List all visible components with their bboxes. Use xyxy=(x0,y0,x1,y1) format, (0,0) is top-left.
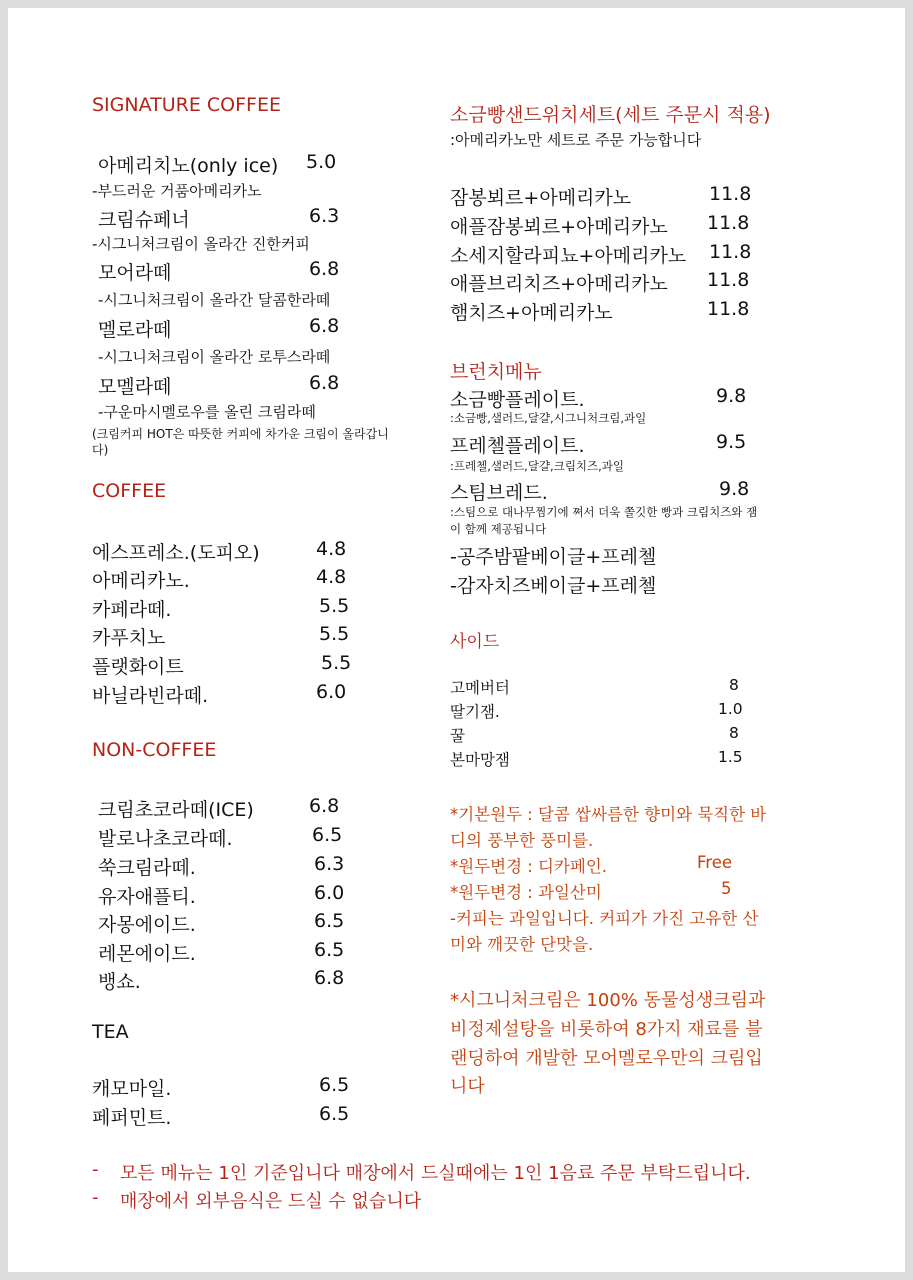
brunch-option: -공주밤팥베이글+프레첼 xyxy=(450,546,657,568)
menu-item-name: 유자애플티. xyxy=(98,886,196,908)
bean-note: 미와 깨끗한 단맛을. xyxy=(450,935,594,954)
footer-note: 매장에서 외부음식은 드실 수 없습니다 xyxy=(120,1191,422,1212)
menu-item-name: 플랫화이트 xyxy=(92,656,184,678)
menu-item-price: 6.8 xyxy=(314,967,345,989)
menu-item-name: 페퍼민트. xyxy=(92,1107,172,1129)
menu-item-name: 아메리카노. xyxy=(92,570,190,592)
menu-item-price: 8 xyxy=(729,724,739,742)
menu-item-price: 6.5 xyxy=(314,910,345,932)
bean-change-label: *원두변경 : 과일산미 xyxy=(450,883,602,902)
menu-item-desc: :소금빵,샐러드,달걀,시그니처크림,과일 xyxy=(450,411,647,425)
coffee-heading: COFFEE xyxy=(92,480,167,502)
tea-heading: TEA xyxy=(92,1021,129,1043)
menu-item-name: 에스프레소.(도피오) xyxy=(92,542,260,564)
menu-item-name: 고메버터 xyxy=(450,679,510,697)
menu-item-name: 멜로라떼 xyxy=(98,319,172,341)
menu-item-name: 발로나초코라떼. xyxy=(98,828,233,850)
sandwich-heading: 소금빵샌드위치세트(세트 주문시 적용) xyxy=(450,104,771,126)
menu-item-price: 5.5 xyxy=(321,652,352,674)
menu-item-desc: -부드러운 거품아메리카노 xyxy=(92,182,262,200)
menu-item-price: 9.5 xyxy=(716,431,747,453)
hot-note: (크림커피 HOT은 따뜻한 커피에 차가운 크림이 올라갑니 xyxy=(92,427,389,441)
menu-item-price: 6.5 xyxy=(312,824,343,846)
menu-item-price: 6.8 xyxy=(309,315,340,337)
menu-item-name: 캐모마일. xyxy=(92,1078,172,1100)
signature-heading: SIGNATURE COFFEE xyxy=(92,94,281,116)
menu-item-price: 4.8 xyxy=(316,566,347,588)
menu-item-price: 11.8 xyxy=(709,241,752,263)
menu-item-name: 소세지할라피뇨+아메리카노 xyxy=(450,245,687,267)
menu-item-price: 11.8 xyxy=(707,212,750,234)
side-heading: 사이드 xyxy=(450,632,500,652)
sandwich-subnote: :아메리카노만 세트로 주문 가능합니다 xyxy=(450,131,702,149)
cream-note: 랜딩하여 개발한 모어멜로우만의 크림입 xyxy=(450,1048,763,1069)
menu-item-price: 6.5 xyxy=(319,1103,350,1125)
menu-item-desc: -시그니처크림이 올라간 로투스라떼 xyxy=(98,348,331,366)
bean-change-price: 5 xyxy=(721,879,732,898)
menu-page xyxy=(8,8,905,1272)
menu-item-name: 크림초코라떼(ICE) xyxy=(98,799,254,821)
menu-item-name: 딸기잼. xyxy=(450,703,500,721)
hot-note-cont: 다) xyxy=(92,443,109,457)
bean-note: 디의 풍부한 풍미를. xyxy=(450,831,594,850)
menu-item-price: 6.8 xyxy=(309,795,340,817)
menu-item-name: 애플브리치즈+아메리카노 xyxy=(450,273,668,295)
menu-item-price: 6.5 xyxy=(319,1074,350,1096)
bean-note: *기본원두 : 달콤 쌉싸름한 향미와 묵직한 바 xyxy=(450,805,767,824)
menu-item-price: 6.0 xyxy=(314,882,345,904)
cream-note: 니다 xyxy=(450,1076,485,1097)
menu-item-price: 6.5 xyxy=(314,939,345,961)
menu-item-price: 5.5 xyxy=(319,595,350,617)
menu-item-name: 뱅쇼. xyxy=(98,971,141,993)
menu-item-price: 5.0 xyxy=(306,151,337,173)
menu-item-price: 9.8 xyxy=(716,385,747,407)
menu-item-desc: -시그니처크림이 올라간 진한커피 xyxy=(92,235,310,253)
menu-item-desc: :스팀으로 대나무찜기에 쪄서 더욱 쫄깃한 빵과 크림치즈와 잼 xyxy=(450,505,758,519)
menu-item-name: 아메리치노(only ice) xyxy=(98,155,279,177)
footer-bullet: - xyxy=(92,1159,99,1180)
menu-item-name: 소금빵플레이트. xyxy=(450,389,585,411)
menu-item-desc-cont: 이 함께 제공됩니다 xyxy=(450,522,547,536)
footer-note: 모든 메뉴는 1인 기준입니다 매장에서 드실때에는 1인 1음료 주문 부탁드립니다. xyxy=(120,1163,751,1184)
brunch-option: -감자치즈베이글+프레첼 xyxy=(450,575,657,597)
menu-item-name: 본마망잼 xyxy=(450,751,510,769)
noncoffee-heading: NON-COFFEE xyxy=(92,739,217,761)
menu-item-price: 6.0 xyxy=(316,681,347,703)
menu-item-price: 1.0 xyxy=(718,700,743,718)
menu-item-price: 9.8 xyxy=(719,478,750,500)
menu-item-name: 꿀 xyxy=(450,727,465,745)
menu-item-name: 모멜라떼 xyxy=(98,376,172,398)
menu-item-price: 11.8 xyxy=(707,269,750,291)
menu-item-price: 4.8 xyxy=(316,538,347,560)
menu-item-price: 5.5 xyxy=(319,623,350,645)
cream-note: 비정제설탕을 비롯하여 8가지 재료를 블 xyxy=(450,1019,763,1040)
menu-item-price: 11.8 xyxy=(707,298,750,320)
menu-item-name: 크림슈페너 xyxy=(98,209,190,231)
menu-item-name: 자몽에이드. xyxy=(98,914,196,936)
footer-bullet: - xyxy=(92,1187,99,1208)
menu-item-price: 1.5 xyxy=(718,748,743,766)
menu-item-price: 6.3 xyxy=(309,205,340,227)
menu-item-name: 프레첼플레이트. xyxy=(450,435,585,457)
menu-item-name: 잠봉뵈르+아메리카노 xyxy=(450,187,632,209)
bean-change-label: *원두변경 : 디카페인. xyxy=(450,857,608,876)
menu-item-name: 애플잠봉뵈르+아메리카노 xyxy=(450,216,668,238)
bean-change-price: Free xyxy=(697,853,733,872)
menu-item-name: 레몬에이드. xyxy=(98,943,196,965)
menu-item-price: 11.8 xyxy=(709,183,752,205)
menu-item-name: 모어라떼 xyxy=(98,262,172,284)
menu-item-name: 카푸치노 xyxy=(92,627,166,649)
menu-item-name: 바닐라빈라떼. xyxy=(92,685,209,707)
menu-item-price: 6.8 xyxy=(309,372,340,394)
menu-item-desc: -구운마시멜로우를 올린 크림라떼 xyxy=(98,403,316,421)
brunch-heading: 브런치메뉴 xyxy=(450,361,542,383)
bean-note: -커피는 과일입니다. 커피가 가진 고유한 산 xyxy=(450,909,759,928)
menu-item-price: 6.8 xyxy=(309,258,340,280)
menu-item-price: 6.3 xyxy=(314,853,345,875)
cream-note: *시그니처크림은 100% 동물성생크림과 xyxy=(450,990,766,1011)
menu-item-name: 스팀브레드. xyxy=(450,482,548,504)
menu-item-name: 카페라떼. xyxy=(92,599,172,621)
menu-item-price: 8 xyxy=(729,676,739,694)
menu-item-desc: :프레첼,샐러드,달걀,크림치즈,과일 xyxy=(450,459,625,473)
menu-item-desc: -시그니처크림이 올라간 달콤한라떼 xyxy=(98,291,331,309)
menu-item-name: 햄치즈+아메리카노 xyxy=(450,302,613,324)
menu-item-name: 쑥크림라떼. xyxy=(98,857,196,879)
